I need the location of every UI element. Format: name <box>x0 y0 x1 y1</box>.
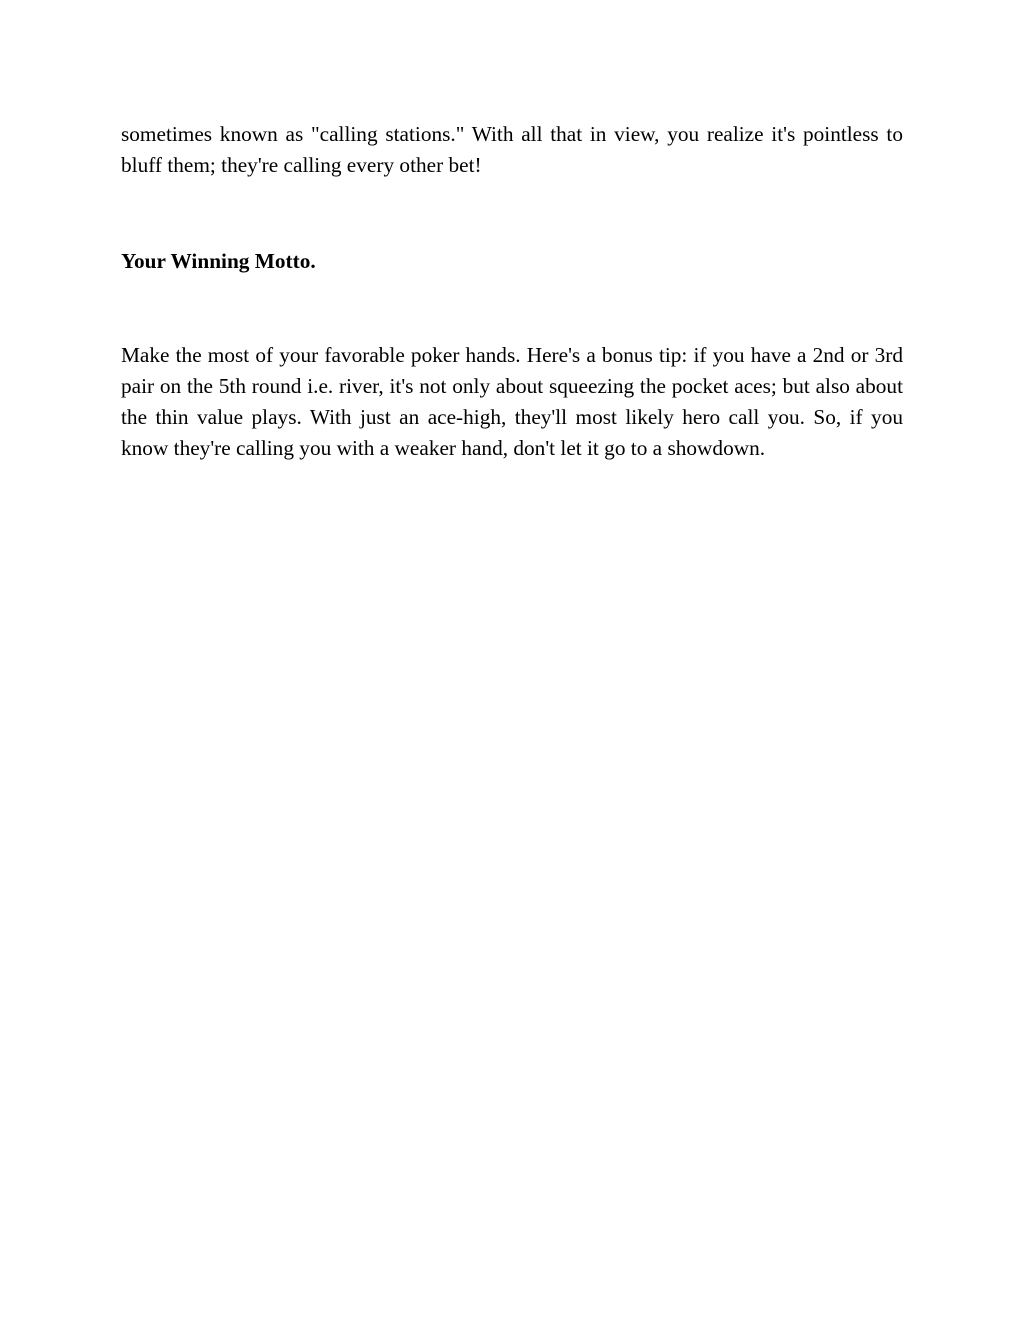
section-heading: Your Winning Motto. <box>121 249 316 273</box>
body-paragraph: sometimes known as "calling stations." With all that in view, you realize it's pointless to bluff them; they're calling every other bet! <box>121 122 903 177</box>
body-paragraph: Make the most of your favorable poker hands. Here's a bonus tip: if you have a 2nd or 3rd pair on the 5th round i.e. river, it's not only about squeezing the pocket aces; but also about the thin value plays. With just an ace-high, they'll most likely hero call you. So, if you know they're calling you with a weaker hand, don't let it go to a showdown. <box>121 343 903 460</box>
document-body <box>121 119 903 464</box>
